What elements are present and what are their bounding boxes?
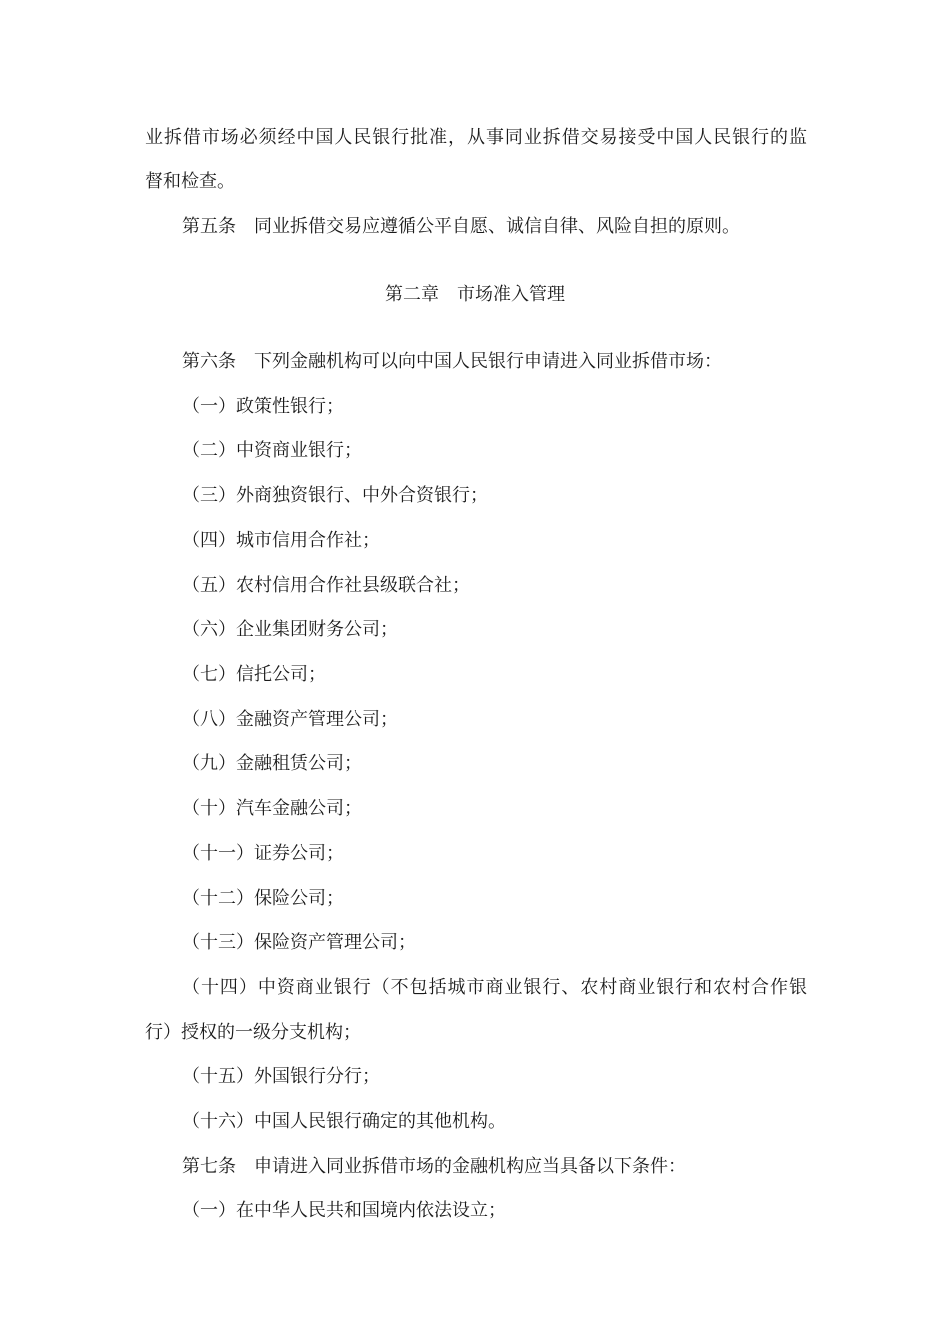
list-item: （十一）证券公司；	[182, 843, 344, 864]
list-item: （八）金融资产管理公司；	[182, 709, 398, 730]
list-item: （五）农村信用合作社县级联合社；	[182, 575, 470, 596]
list-item: （七）信托公司；	[182, 664, 326, 685]
chapter-title: 市场准入管理	[457, 284, 565, 305]
list-item: （十二）保险公司；	[182, 888, 344, 909]
list-item: （三）外商独资银行、中外合资银行；	[182, 485, 488, 506]
article-text: 同业拆借交易应遵循公平自愿、诚信自律、风险自担的原则。	[254, 216, 740, 237]
article-number: 第六条	[182, 351, 236, 372]
list-item: （四）城市信用合作社；	[182, 530, 380, 551]
list-item: （一）在中华人民共和国境内依法设立；	[182, 1200, 506, 1221]
list-item: （十三）保险资产管理公司；	[182, 932, 416, 953]
chapter-heading	[0, 283, 950, 307]
article-number: 第七条	[182, 1156, 236, 1177]
list-item: （十五）外国银行分行；	[182, 1066, 380, 1087]
article-6	[182, 350, 722, 374]
article-text: 下列金融机构可以向中国人民银行申请进入同业拆借市场：	[254, 351, 722, 372]
list-item: （九）金融租赁公司；	[182, 753, 362, 774]
article-7	[182, 1155, 686, 1179]
list-item: （二）中资商业银行；	[182, 440, 362, 461]
list-item-continuation: 行）授权的一级分支机构；	[145, 1022, 361, 1043]
article-5	[182, 215, 740, 239]
list-item: （六）企业集团财务公司；	[182, 619, 398, 640]
paragraph-continuation-line: 业拆借市场必须经中国人民银行批准，从事同业拆借交易接受中国人民银行的监	[145, 127, 807, 148]
list-item: （一）政策性银行；	[182, 396, 344, 417]
chapter-number: 第二章	[385, 284, 439, 305]
list-item: （十四）中资商业银行（不包括城市商业银行、农村商业银行和农村合作银	[182, 977, 807, 998]
list-item: （十六）中国人民银行确定的其他机构。	[182, 1111, 506, 1132]
list-item: （十）汽车金融公司；	[182, 798, 362, 819]
paragraph-continuation-line: 督和检查。	[145, 171, 235, 192]
article-number: 第五条	[182, 216, 236, 237]
article-text: 申请进入同业拆借市场的金融机构应当具备以下条件：	[254, 1156, 686, 1177]
